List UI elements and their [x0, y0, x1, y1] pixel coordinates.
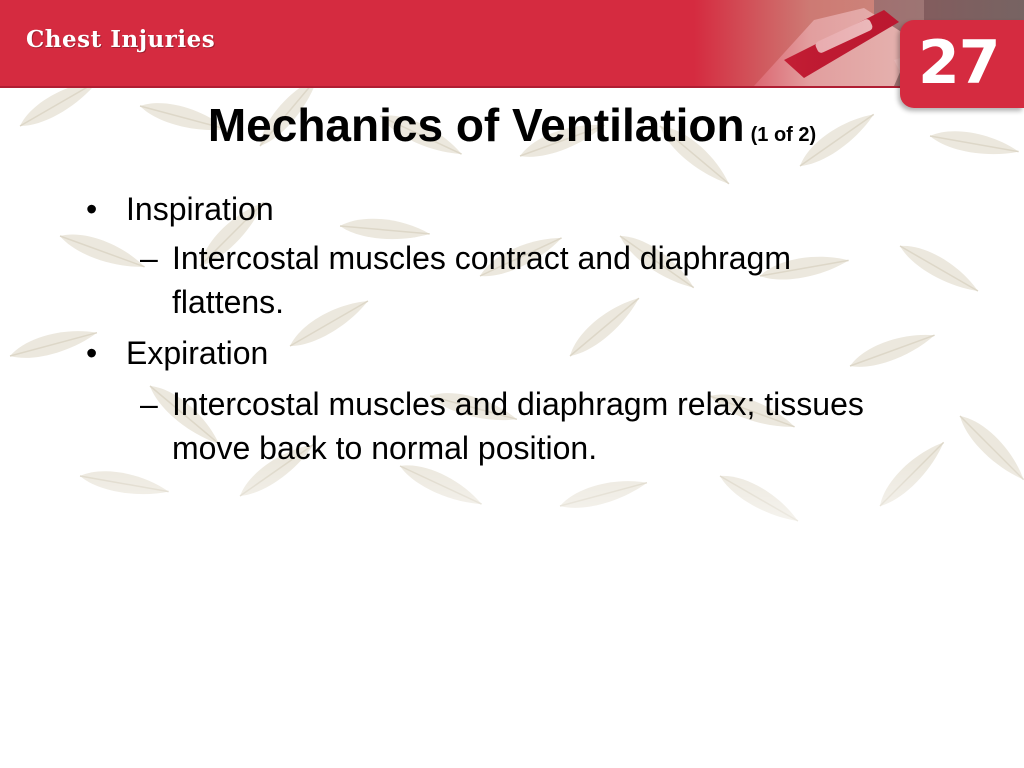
sub-bullet-text: Intercostal muscles contract and diaphragm flattens.: [172, 240, 791, 320]
dash-marker: –: [140, 240, 158, 276]
dash-marker: –: [140, 386, 158, 422]
slide-subtitle: (1 of 2): [750, 124, 817, 146]
bullet-marker: •: [86, 191, 98, 227]
chapter-number: 27: [918, 28, 1000, 98]
slide-title-text: Mechanics of Ventilation: [207, 99, 745, 151]
sub-bullet-text: Intercostal muscles and diaphragm relax; tissues move back to normal position.: [172, 386, 864, 466]
bullet-label: Inspiration: [126, 191, 274, 227]
bullet-label: Expiration: [126, 335, 269, 371]
bullet-marker: •: [86, 335, 98, 371]
chapter-title: Chest Injuries: [26, 26, 216, 53]
